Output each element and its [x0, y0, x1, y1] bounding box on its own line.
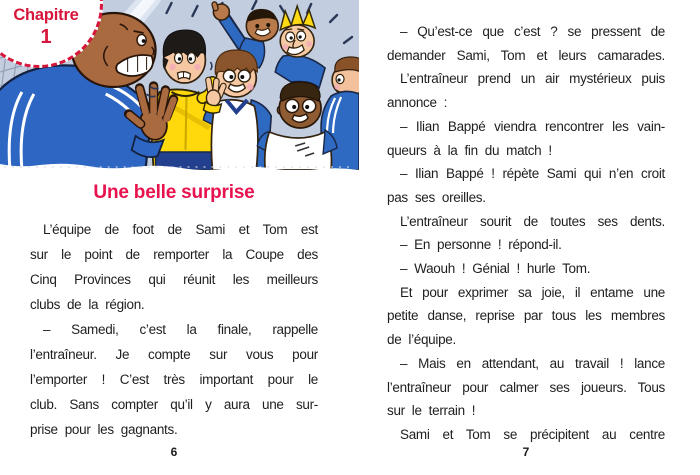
text-line: club. Sans compter qu’il y aura une sur- — [30, 397, 318, 412]
text-line: Cinq Provinces qui réunit les meilleurs — [30, 272, 318, 287]
text-line: – Mais en attendant, au travail ! lance — [400, 355, 665, 371]
chapter-badge-number: 1 — [40, 26, 52, 48]
goalkeeper-raised-hand — [203, 80, 223, 113]
right-page-text — [387, 20, 665, 447]
text-line: pas ses oreilles. — [387, 189, 486, 205]
chapter-title: Une belle surprise — [93, 182, 255, 203]
text-line: – Ilian Bappé ! répète Sami qui n’en croit — [400, 166, 665, 182]
text-line: sur le point de remporter la Coupe des — [30, 247, 318, 262]
text-line: – Samedi, c’est la finale, rappelle — [43, 322, 318, 337]
text-line: Et pour exprimer sa joie, il entame une — [400, 284, 665, 300]
left-page-text — [30, 217, 318, 442]
text-line: clubs de la région. — [30, 297, 145, 312]
text-line: Sami et Tom se précipitent au centre — [400, 426, 665, 442]
right-page-number: 7 — [522, 445, 530, 459]
chapter-badge-label: Chapitre — [13, 6, 79, 24]
left-page-number: 6 — [170, 445, 178, 459]
text-line: – En personne ! répond-il. — [400, 237, 562, 253]
text-line: l’entraîneur pour calmer ses joueurs. Tous — [387, 379, 665, 395]
text-line: queurs à la fin du match ! — [387, 142, 552, 158]
text-line: – Qu’est-ce que c’est ? se pressent de — [400, 24, 665, 39]
text-line: L’entraîneur sourit de toutes ses dents. — [400, 213, 665, 229]
text-line: l’entraîneur. Je compte sur vous pour — [30, 347, 318, 362]
text-line: L’équipe de foot de Sami et Tom est — [43, 222, 318, 237]
text-line: annonce : — [387, 95, 448, 111]
text-line: de l’équipe. — [387, 332, 456, 348]
text-line: – Ilian Bappé viendra rencontrer les vain- — [400, 118, 665, 134]
text-line: demander Sami, Tom et leurs camarades. — [387, 47, 665, 63]
text-line: – Waouh ! Génial ! hurle Tom. — [400, 261, 591, 277]
text-line: prise pour les gagnants. — [30, 422, 178, 437]
text-line: sur le terrain ! — [387, 403, 476, 419]
text-line: petite danse, reprise par tous les membres — [387, 308, 665, 324]
text-line: L’entraîneur prend un air mystérieux puis — [400, 71, 665, 87]
text-line: l’emporter ! C’est très important pour le — [30, 372, 318, 387]
